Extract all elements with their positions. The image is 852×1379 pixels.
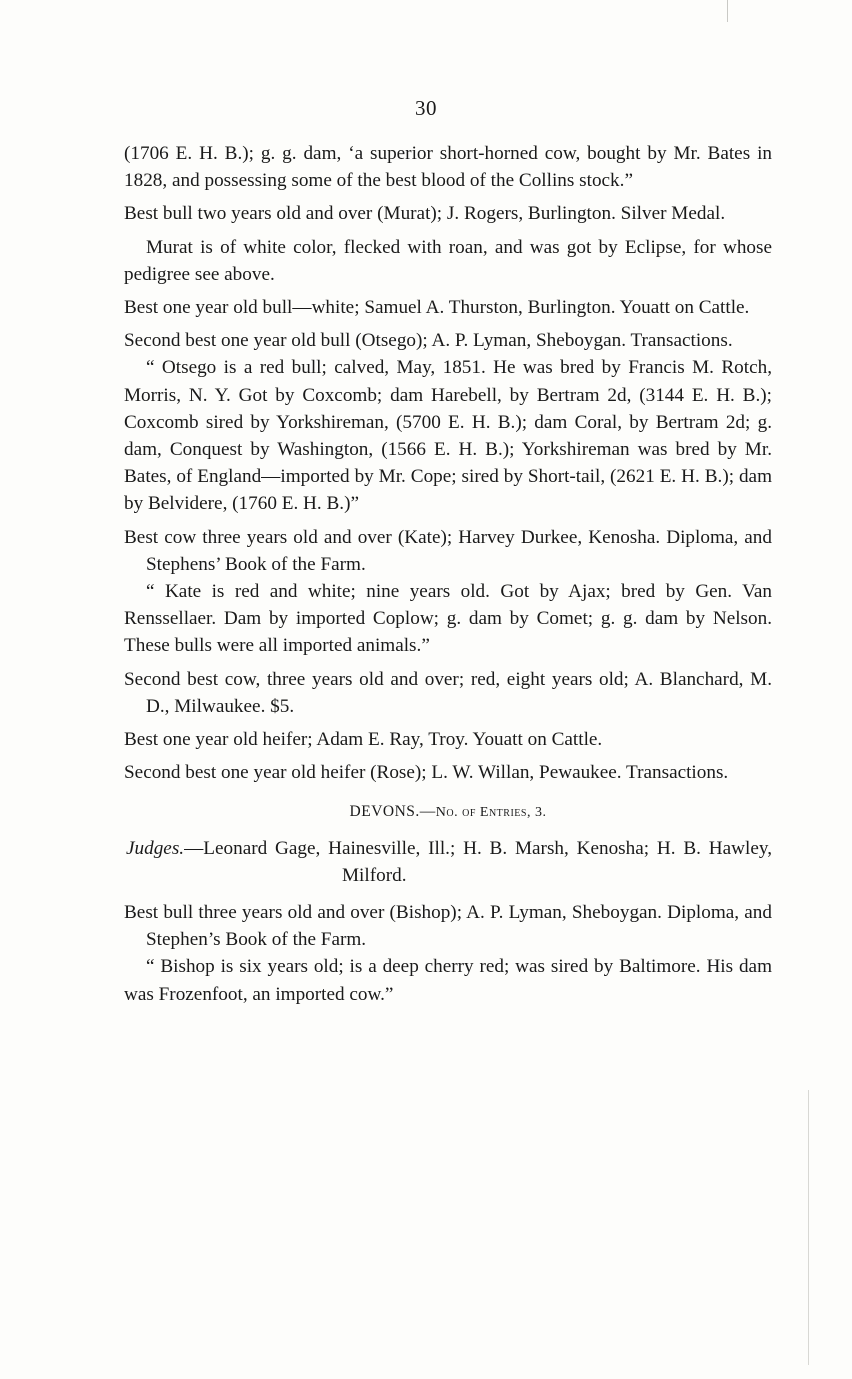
paragraph-otsego-pedigree: “ Otsego is a red bull; calved, May, 1851. He was bred by Francis M. Rotch, Morris, N. Y. Got by Coxcomb; dam Harebell, by Bertram 2d, (3144 E. H. B.); Coxcomb sired by Yorkshireman, (5700 E. H. B.); dam Coral, by Bertram 2d; g. dam, Conquest by Washington, (1566 E. H. B.); Yorkshireman was bred by Mr. Bates, of England—imported by Mr. Cope; sired by Short-tail, (2621 E. H. B.); dam by Belvidere, (1760 E. H. B.)” — [124, 357, 772, 515]
section-heading-entries: No. of Entries, 3. — [435, 805, 547, 821]
paragraph-second-best-heifer: Second best one year old heifer (Rose); L. W. Willan, Pewaukee. Transactions. — [124, 762, 729, 784]
page-edge-line-bottom — [808, 1090, 809, 1365]
paragraph-best-one-year-heifer: Best one year old heifer; Adam E. Ray, Troy. Youatt on Cattle. — [124, 729, 603, 751]
paragraph-best-bull-three-years: Best bull three years old and over (Bishop); A. P. Lyman, Sheboygan. Diploma, and Stephen’s Book of the Farm. — [124, 902, 772, 951]
paragraph-best-one-year-bull: Best one year old bull—white; Samuel A. Thurston, Burlington. Youatt on Cattle. — [124, 297, 750, 319]
judges-names: —Leonard Gage, Hainesville, Ill.; H. B. Marsh, Kenosha; H. B. Hawley, Milford. — [184, 837, 772, 886]
paragraph-bishop-description: “ Bishop is six years old; is a deep cherry red; was sired by Baltimore. His dam was Frozenfoot, an imported cow.” — [124, 956, 772, 1005]
judges-line — [124, 835, 772, 889]
paragraph-second-best-cow: Second best cow, three years old and over; red, eight years old; A. Blanchard, M. D., Milwaukee. $5. — [124, 668, 772, 717]
paragraph-second-best-one-year-bull: Second best one year old bull (Otsego); A. P. Lyman, Sheboygan. Transactions. — [124, 330, 733, 352]
page-number: 30 — [415, 96, 437, 120]
page-edge-line-top — [727, 0, 728, 22]
section-heading-title: DEVONS.— — [349, 803, 436, 821]
paragraph-pedigree-continuation: (1706 E. H. B.); g. g. dam, ‘a superior short-horned cow, bought by Mr. Bates in 1828, and possessing some of the best blood of the Collins stock.” — [124, 143, 772, 192]
paragraph-best-bull-two-years: Best bull two years old and over (Murat); J. Rogers, Burlington. Silver Medal. — [124, 203, 726, 225]
page-body — [124, 140, 772, 1014]
paragraph-best-cow-three-years: Best cow three years old and over (Kate); Harvey Durkee, Kenosha. Diploma, and Stephens’ Book of the Farm. — [124, 526, 772, 575]
section-heading-devons — [124, 798, 772, 826]
judges-label: Judges. — [126, 837, 185, 859]
paragraph-murat-description: Murat is of white color, flecked with roan, and was got by Eclipse, for whose pedigree see above. — [124, 236, 772, 285]
paragraph-kate-pedigree: “ Kate is red and white; nine years old. Got by Ajax; bred by Gen. Van Renssellaer. Dam by imported Coplow; g. dam by Comet; g. g. dam by Nelson. These bulls were all imported animals.” — [124, 581, 772, 657]
